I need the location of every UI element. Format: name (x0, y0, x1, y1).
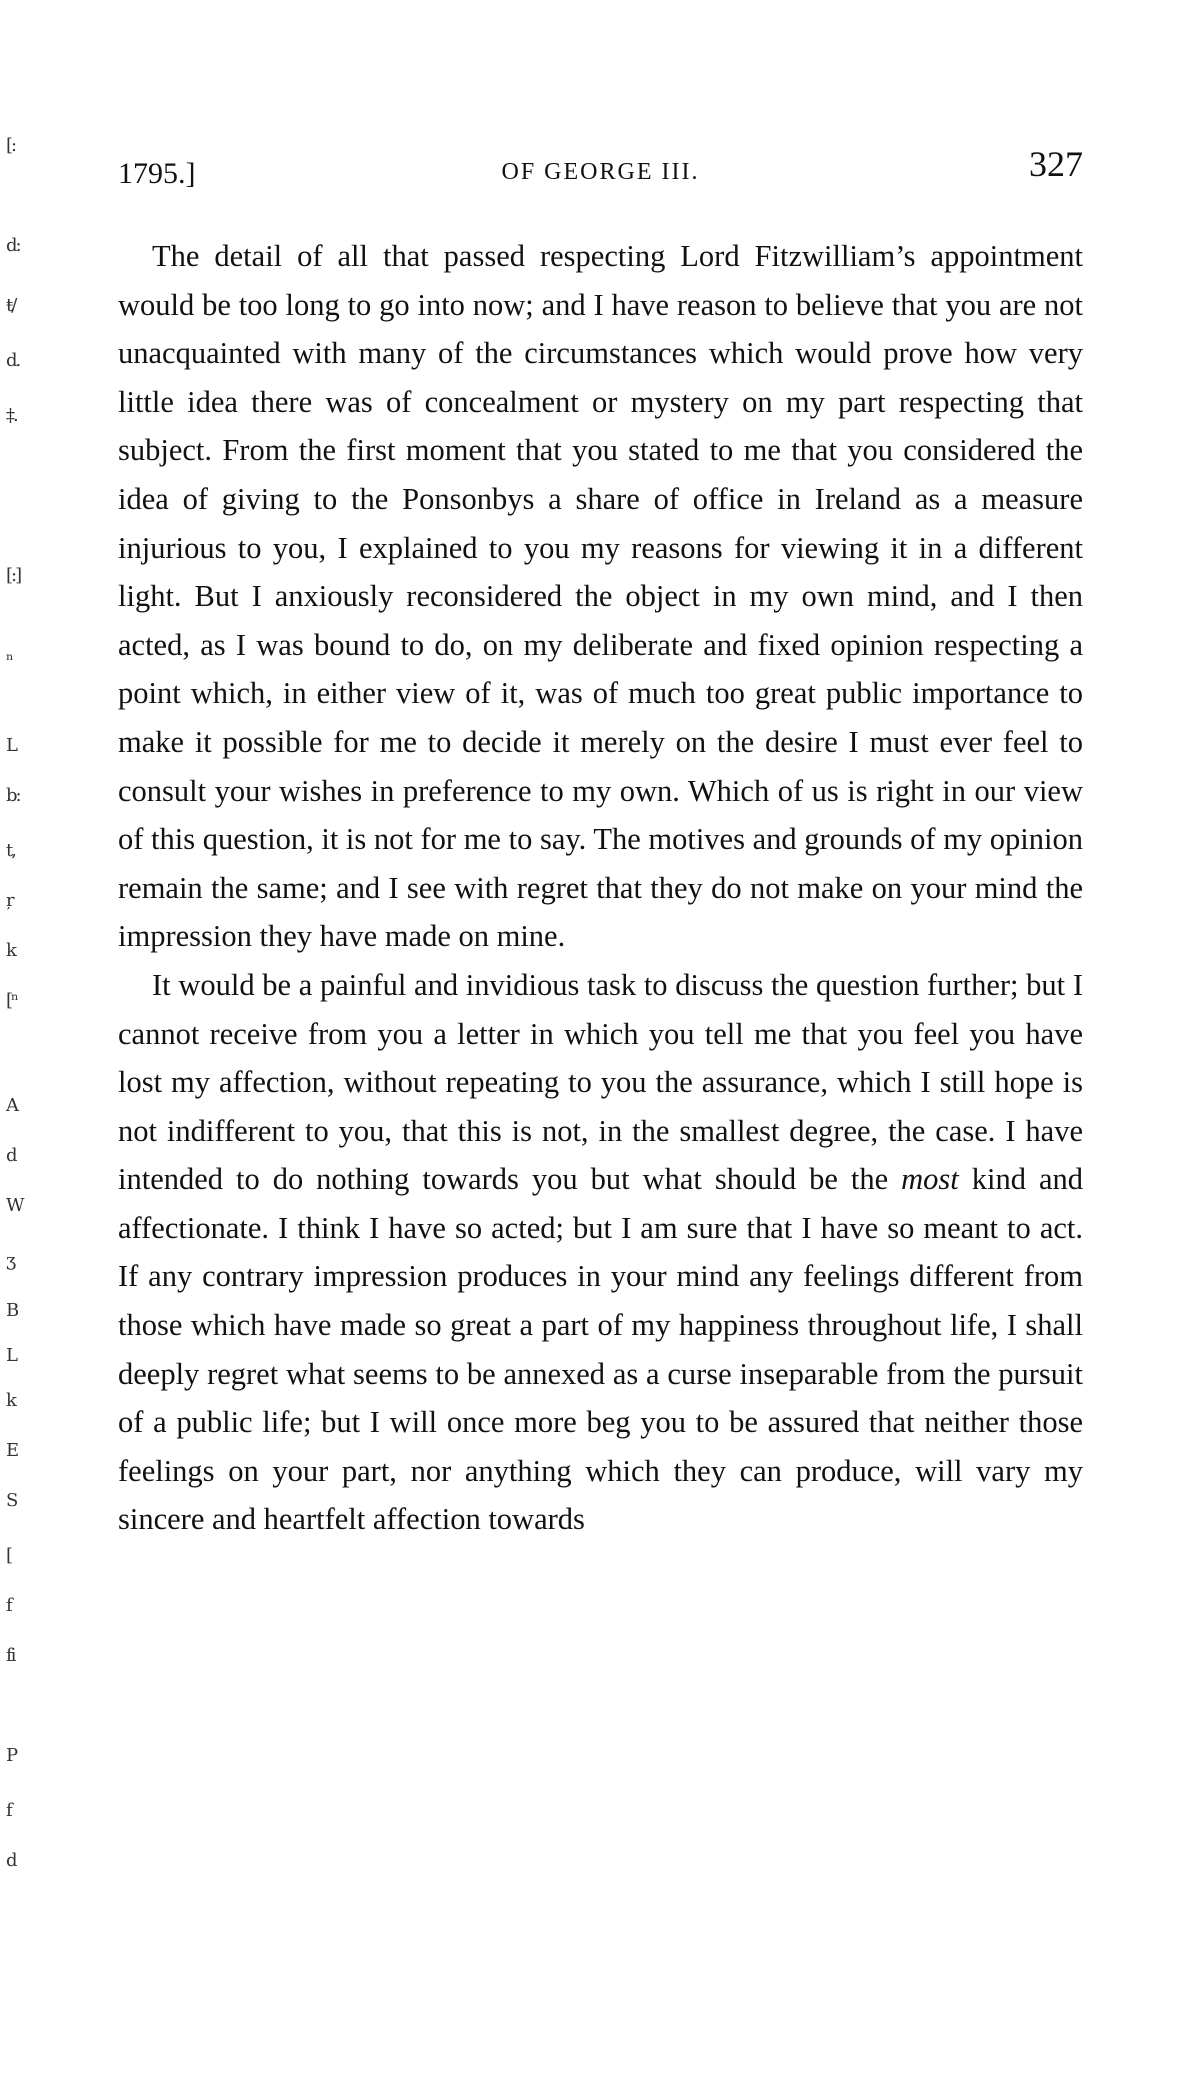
gutter-mark: d (6, 1850, 16, 1871)
gutter-mark: f (6, 1595, 11, 1616)
emphasis-most: most (901, 1162, 959, 1197)
gutter-mark: fi (6, 1645, 15, 1666)
adjacent-page-margin (0, 135, 60, 1935)
gutter-mark: d (6, 1145, 16, 1166)
gutter-mark: f (6, 1800, 11, 1821)
gutter-mark: ‡. (6, 405, 17, 426)
gutter-mark: ⁿ (6, 650, 12, 671)
gutter-mark: S (6, 1490, 17, 1511)
gutter-mark: d: (6, 235, 20, 256)
gutter-mark: ŗ (6, 890, 13, 911)
gutter-mark: b: (6, 785, 20, 806)
paragraph-2 (118, 961, 1083, 1544)
paragraph-2-text-end: kind and affectionate. I think I have so acted; but I am sure that I have so meant to act. If any contrary impression produces in your mind any feelings different from those which have made so great a part of my happiness throughout life, I shall deeply regret what seems to be annexed as a curse inseparable from the pursuit of a public life; but I will once more beg you to be assured that neither those feelings on your part, nor anything which they can produce, will vary my sincere and heartfelt affection towards (118, 1162, 1083, 1537)
gutter-mark: [: (6, 135, 16, 156)
header-date: 1795.] (118, 157, 196, 190)
paragraph-1: The detail of all that passed respecting Lord Fitzwilliam’s appointment would be too long to go into now; and I have reason to believe that you are not unacquainted with many of the circumstances which would prove how very little idea there was of concealment or mystery on my part respecting that subject. From the first moment that you stated to me that you considered the idea of giving to the Ponsonbys a share of office in Ireland as a measure injurious to you, I explained to you my reasons for viewing it in a different light. But I anxiously reconsidered the object in my own mind, and I then acted, as I was bound to do, on my deliberate and fixed opinion respecting a point which, in either view of it, was of much too great public importance to make it possible for me to decide it merely on the desire I must ever feel to consult your wishes in preference to my own. Which of us is right in our view of this question, it is not for me to say. The motives and grounds of my opinion remain the same; and I see with regret that they do not make on your mind the impression they have made on mine. (118, 239, 1083, 954)
gutter-mark: B (6, 1300, 18, 1321)
gutter-mark: [:] (6, 565, 21, 586)
running-title: OF GEORGE III. (501, 159, 700, 185)
gutter-mark: [ⁿ (6, 990, 17, 1011)
running-header (118, 143, 1083, 193)
gutter-mark: L (6, 735, 16, 756)
gutter-mark: P (6, 1745, 17, 1766)
body-text (118, 232, 1083, 1544)
gutter-mark: t, (6, 840, 15, 861)
gutter-mark: W (6, 1195, 23, 1216)
gutter-mark: L (6, 1345, 16, 1366)
gutter-mark: ʒ (6, 1250, 15, 1271)
gutter-mark: A (6, 1095, 17, 1116)
gutter-mark: k (6, 940, 15, 961)
gutter-mark: ŧ/ (6, 295, 16, 316)
gutter-mark: d. (6, 350, 20, 371)
paragraph-2-text-start: It would be a painful and invidious task to discuss the question further; but I cannot receive from you a letter in which you tell me that you feel you have lost my affection, without repeating to you the assurance, which I still hope is not indifferent to you, that this is not, in the smallest degree, the case. I have intended to do nothing towards you but what should be the (118, 967, 1083, 1197)
gutter-mark: E (6, 1440, 18, 1461)
gutter-mark: k (6, 1390, 15, 1411)
page-number: 327 (1029, 144, 1083, 184)
gutter-mark: [ (6, 1545, 12, 1566)
